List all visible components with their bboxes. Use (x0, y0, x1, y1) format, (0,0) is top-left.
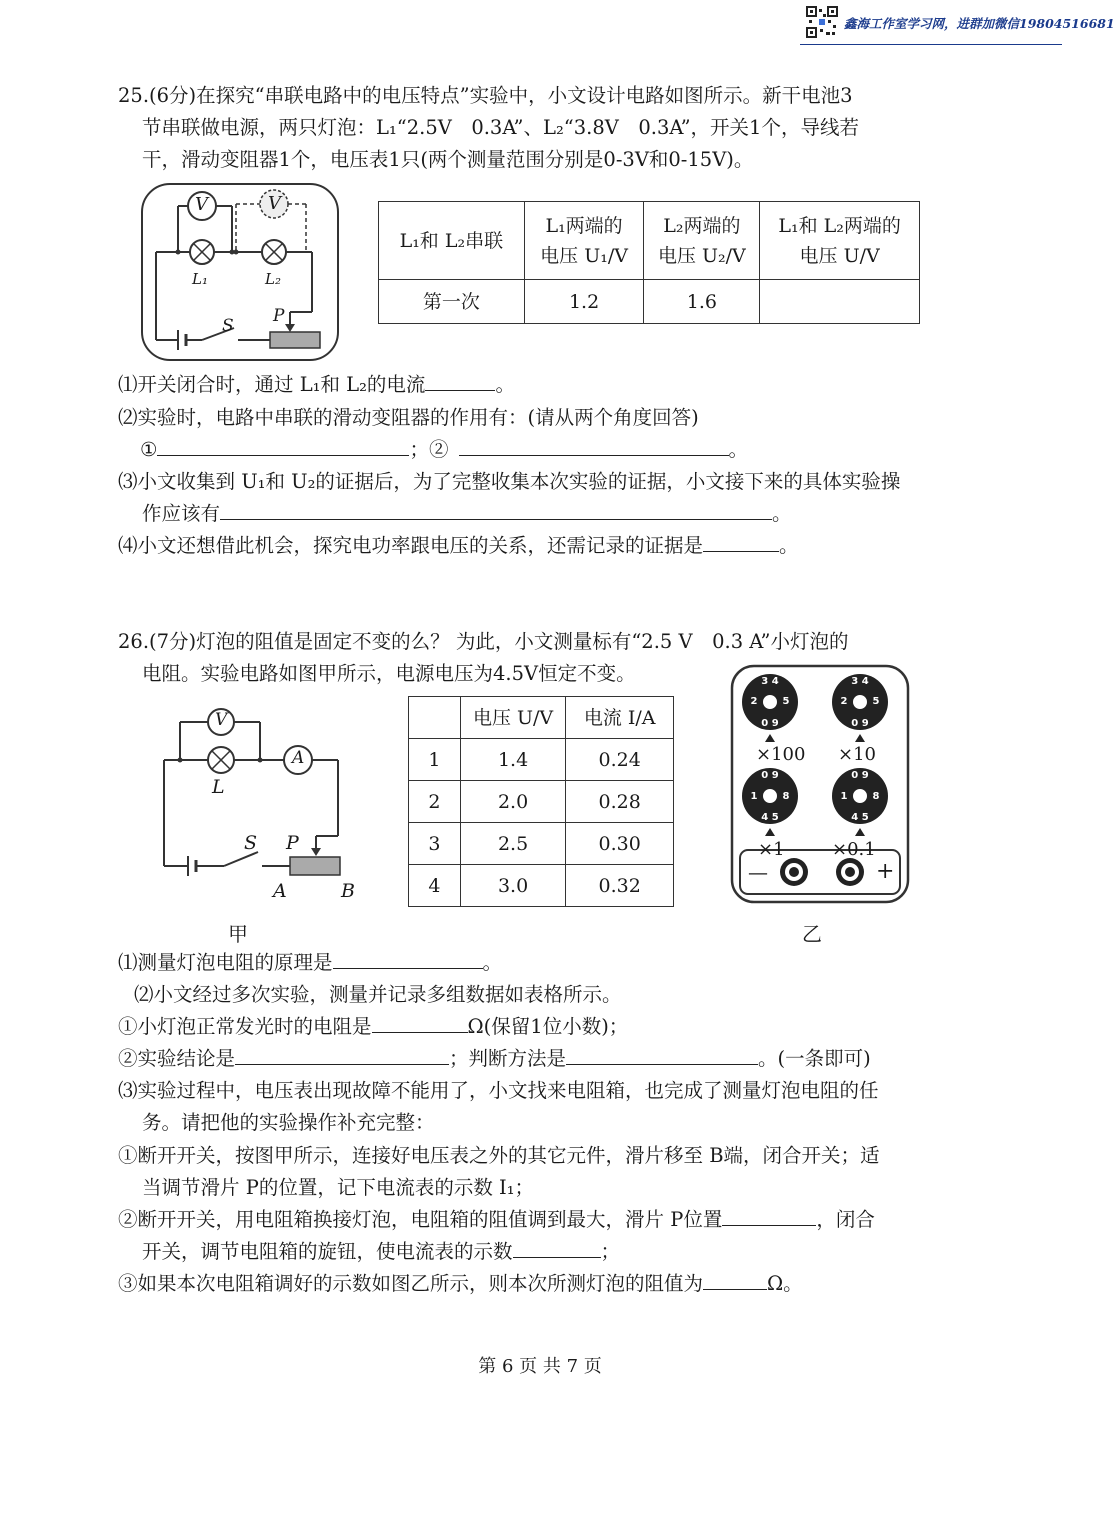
q26-part3-line1: ⑶实验过程中，电压表出现故障不能用了，小文找来电阻箱，也完成了测量灯泡电阻的任 (118, 1079, 879, 1102)
q25-table-cell-empty (760, 280, 920, 324)
qr-code-icon (806, 6, 838, 38)
q26-stem-line2: 电阻。实验电路如图甲所示，电源电压为4.5V恒定不变。 (142, 662, 636, 685)
answer-blank[interactable] (157, 436, 409, 456)
q26-table-cell-voltage: 1.4 (460, 739, 566, 781)
q25-table-cell: 第一次 (379, 280, 525, 324)
figure-jia-label: 甲 (228, 922, 248, 946)
q26-step1-line2: 当调节滑片 P的位置，记下电流表的示数 I₁； (142, 1176, 535, 1199)
q26-terminal-a-label: A (273, 880, 287, 902)
q26-step2-line2: 开关，调节电阻箱的旋钮，使电流表的示数 ； (142, 1240, 621, 1263)
dial-x100-label: ×100 (756, 744, 806, 765)
q26-table-cell-current: 0.30 (566, 823, 674, 865)
q25-rheostat-icon (270, 332, 320, 348)
q26-step3: ③如果本次电阻箱调好的示数如图乙所示，则本次所测灯泡的阻值为 Ω。 (118, 1272, 803, 1295)
svg-text:5: 5 (872, 696, 880, 707)
q25-stem-line3: 干，滑动变阻器1个，电压表1只(两个测量范围分别是0-3V和0-15V)。 (142, 148, 754, 171)
svg-text:4 5: 4 5 (761, 812, 779, 823)
svg-text:3 4: 3 4 (851, 676, 869, 687)
svg-text:1: 1 (750, 791, 758, 802)
q25-part4: ⑷小文还想借此机会，探究电功率跟电压的关系，还需记录的证据是 。 (118, 534, 799, 557)
q25-data-table (378, 201, 920, 324)
q26-part2-2: ②实验结论是 ；判断方法是 。(一条即可) (118, 1047, 871, 1070)
dial-x10-label: ×10 (838, 744, 876, 765)
q26-part2-1: ①小灯泡正常发光时的电阻是 Ω(保留1位小数)； (118, 1015, 629, 1038)
terminal-plus-label: + (876, 859, 895, 884)
q25-table-header-u1: L₁两端的 电压 U₁/V (524, 202, 644, 280)
q26-table-cell-index: 4 (409, 865, 461, 907)
dial-x0.1-label: ×0.1 (832, 839, 876, 860)
q26-step1-line1: ①断开开关，按图甲所示，连接好电压表之外的其它元件，滑片移至 B端，闭合开关；适 (118, 1144, 880, 1167)
q25-table-cell: 1.2 (524, 280, 644, 324)
answer-blank[interactable] (703, 1270, 767, 1290)
q25-l1-label: L₁ (192, 270, 208, 288)
q25-part1: ⑴开关闭合时，通过 L₁和 L₂的电流 。 (118, 373, 515, 396)
q25-stem-line2: 节串联做电源，两只灯泡：L₁“2.5V 0.3A”、L₂“3.8V 0.3A”，开关1个，导线若 (142, 116, 859, 139)
q25-switch-label: S (222, 316, 234, 336)
figure-yi-label: 乙 (802, 922, 822, 946)
q25-table-header-u2: L₂两端的 电压 U₂/V (644, 202, 760, 280)
q26-part1: ⑴测量灯泡电阻的原理是 。 (118, 951, 503, 974)
answer-blank[interactable] (235, 1045, 449, 1065)
q26-table-cell-voltage: 3.0 (460, 865, 566, 907)
svg-text:2: 2 (750, 696, 758, 707)
q25-table-cell: 1.6 (644, 280, 760, 324)
q26-part3-line2: 务。请把他的实验操作补充完整： (142, 1111, 435, 1134)
svg-text:8: 8 (782, 791, 790, 802)
q26-table-cell-index: 1 (409, 739, 461, 781)
svg-text:2: 2 (840, 696, 848, 707)
q26-part2: ⑵小文经过多次实验，测量并记录多组数据如表格所示。 (134, 983, 622, 1006)
header-rule (800, 44, 1062, 45)
svg-text:4 5: 4 5 (851, 812, 869, 823)
q26-switch-label: S (244, 832, 258, 854)
q26-table-cell-voltage: 2.0 (460, 781, 566, 823)
q26-table-cell-current: 0.24 (566, 739, 674, 781)
svg-text:1: 1 (840, 791, 848, 802)
q25-circuit-diagram (140, 182, 340, 362)
q26-switch-icon (224, 852, 258, 866)
q26-ammeter-label: A (292, 748, 305, 768)
q26-table-cell-index: 3 (409, 823, 461, 865)
terminal-plus-icon (836, 858, 864, 886)
answer-blank[interactable] (220, 500, 772, 520)
q26-table-cell-voltage: 2.5 (460, 823, 566, 865)
page-header (0, 0, 1115, 44)
answer-blank[interactable] (459, 436, 729, 456)
answer-blank[interactable] (722, 1206, 816, 1226)
q26-step2-line1: ②断开开关，用电阻箱换接灯泡，电阻箱的阻值调到最大，滑片 P位置 ，闭合 (118, 1208, 875, 1231)
page-number: 第 6 页 共 7 页 (478, 1356, 602, 1377)
q26-table-cell-current: 0.28 (566, 781, 674, 823)
svg-text:0 9: 0 9 (761, 770, 779, 781)
q25-part3-line1: ⑶小文收集到 U₁和 U₂的证据后，为了完整收集本次实验的证据，小文接下来的具体实验操 (118, 470, 901, 493)
terminal-minus-label: — (748, 860, 768, 884)
q25-part2: ⑵实验时，电路中串联的滑动变阻器的作用有：(请从两个角度回答) (118, 406, 699, 429)
q26-table-header-index (409, 697, 461, 739)
svg-text:0 9: 0 9 (761, 718, 779, 729)
q26-data-table (408, 696, 674, 907)
svg-text:8: 8 (872, 791, 880, 802)
q25-voltmeter-2-label: V (268, 193, 281, 214)
q25-table-header-u: L₁和 L₂两端的 电压 U/V (760, 202, 920, 280)
terminal-minus-icon (780, 858, 808, 886)
q25-stem-line1: 25.(6分)在探究“串联电路中的电压特点”实验中，小文设计电路如图所示。新干电池3 (118, 84, 853, 107)
svg-text:3 4: 3 4 (761, 676, 779, 687)
q26-lamp-label: L (212, 776, 225, 798)
brand-text: 鑫海工作室学习网，进群加微信19804516681 (844, 16, 1115, 31)
q26-stem-line1: 26.(7分)灯泡的阻值是固定不变的么？ 为此，小文测量标有“2.5 V 0.3 A”小灯泡的 (118, 630, 849, 653)
answer-blank[interactable] (703, 532, 779, 552)
q25-voltmeter-1-label: V (195, 194, 208, 215)
dial-x1-label: ×1 (758, 839, 785, 860)
answer-blank[interactable] (513, 1238, 601, 1258)
q26-circuit-diagram (158, 706, 368, 896)
q25-l2-label: L₂ (265, 270, 281, 288)
q26-rheostat-icon (290, 857, 340, 875)
q26-slider-label: P (286, 832, 299, 854)
q25-part3-line2: 作应该有 。 (142, 502, 792, 525)
q25-slider-label: P (273, 306, 285, 326)
q26-terminal-b-label: B (341, 880, 355, 902)
q26-voltmeter-label: V (215, 710, 228, 730)
q26-table-header-voltage: 电压 U/V (460, 697, 566, 739)
svg-text:0 9: 0 9 (851, 770, 869, 781)
q25-part2-answers: ① ；② 。 (140, 438, 749, 461)
answer-blank[interactable] (372, 1013, 468, 1033)
q26-table-cell-current: 0.32 (566, 865, 674, 907)
q25-table-header-series: L₁和 L₂串联 (379, 202, 525, 280)
svg-text:5: 5 (782, 696, 790, 707)
svg-text:0 9: 0 9 (851, 718, 869, 729)
answer-blank[interactable] (425, 371, 495, 391)
q26-table-cell-index: 2 (409, 781, 461, 823)
answer-blank[interactable] (566, 1045, 758, 1065)
q26-table-header-current: 电流 I/A (566, 697, 674, 739)
answer-blank[interactable] (333, 949, 483, 969)
